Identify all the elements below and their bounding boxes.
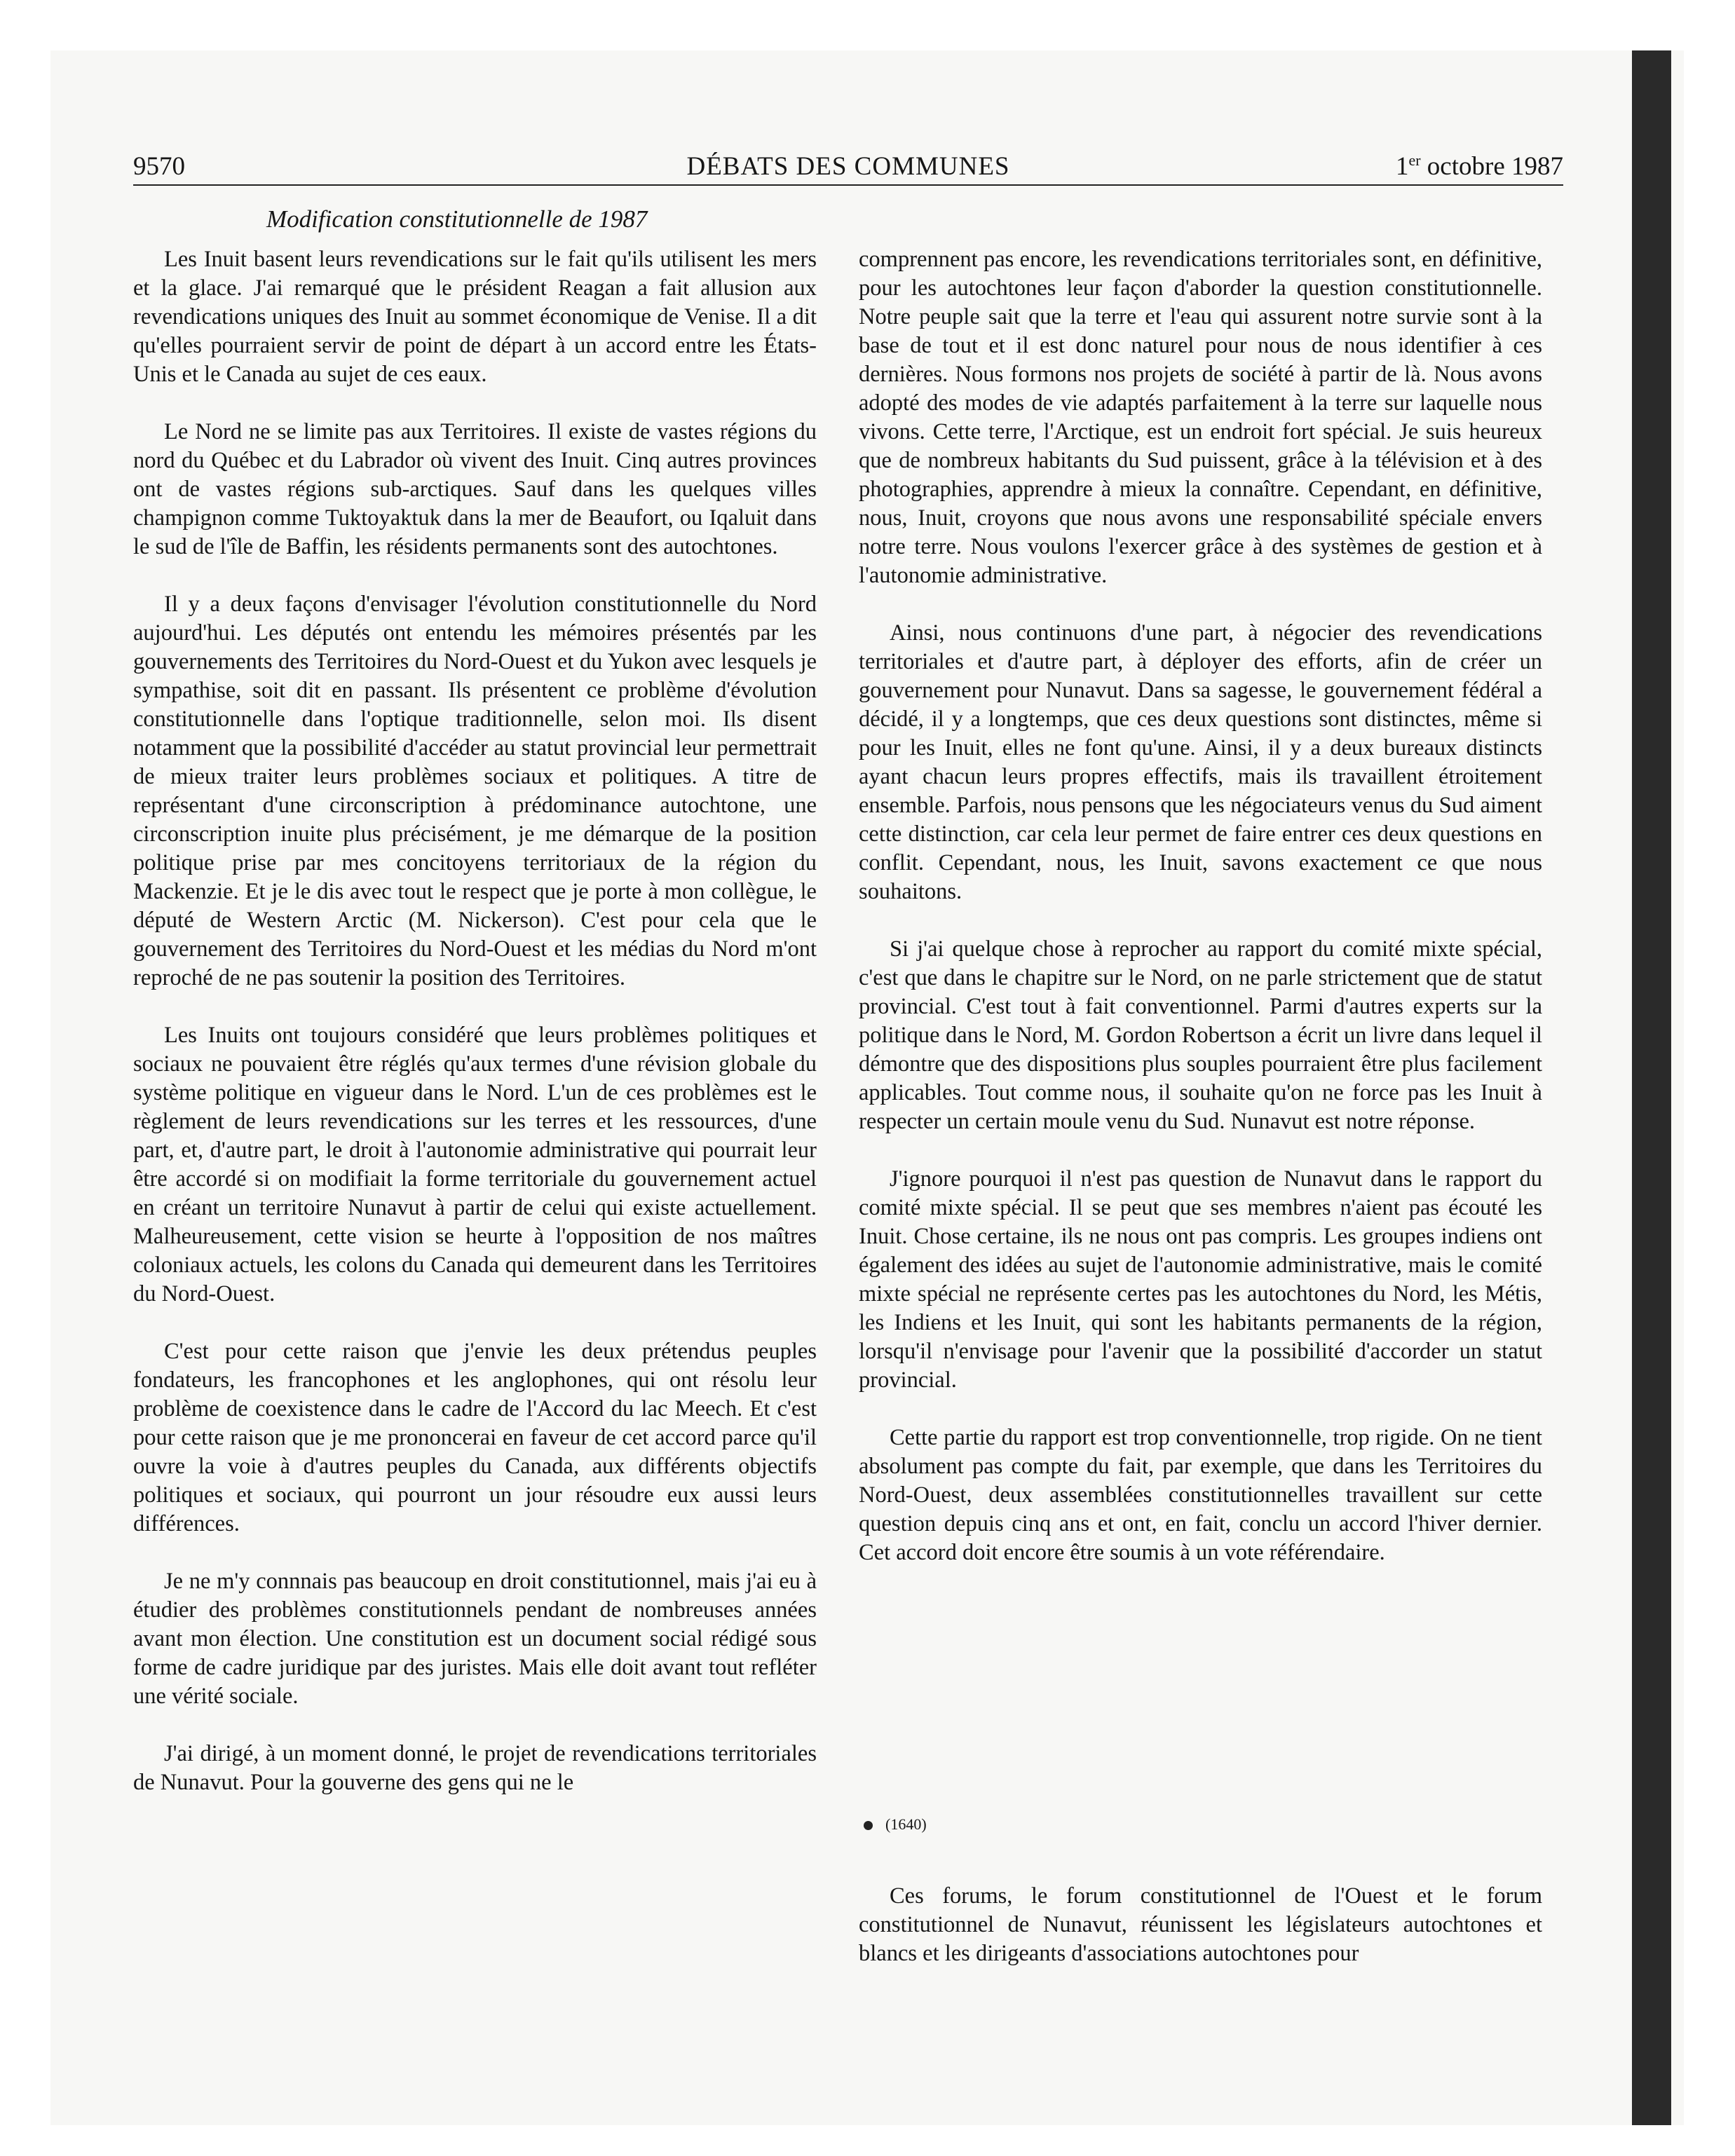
page-number: 9570 [133, 152, 185, 181]
date-superscript: er [1408, 151, 1421, 169]
paragraph: Ainsi, nous continuons d'une part, à négocier des revendications territoriales et d'autre part, à déployer des efforts, afin de créer un gouvernement pour Nunavut. Dans sa sagesse, le gouvernement fédéral a décidé, il y a longtemps, que ces deux questions sont distinctes, même si pour les Inuit, elles ne font qu'une. Ainsi, il y a deux bureaux distincts ayant chacun leurs propres effectifs, mais ils travaillent étroitement ensemble. Parfois, nous pensons que les négociateurs venus du Sud aiment cette distinction, car cela leur permet de faire entrer ces deux questions en conflit. Cependant, nous, les Inuit, savons exactement ce que nous souhaitons. [859, 620, 1542, 904]
paragraph: Les Inuit basent leurs revendications sur le fait qu'ils utilisent les mers et la glace. J'ai remarqué que le président Reagan a fait allusion aux revendications uniques des Inuit au sommet économique de Venise. Il a dit qu'elles pourraient servir de point de départ à un accord entre les États-Unis et le Canada au sujet de ces eaux. [133, 247, 817, 387]
right-column [859, 245, 1542, 1567]
left-column [133, 245, 817, 1797]
date-day: 1 [1395, 152, 1409, 181]
paragraph: Si j'ai quelque chose à reprocher au rapport du comité mixte spécial, c'est que dans le chapitre sur le Nord, on ne parle strictement que de statut provincial. C'est tout à fait conventionnel. Parmi d'autres experts sur la politique dans le Nord, M. Gordon Robertson a écrit un livre dans lequel il démontre que des dispositions plus souples pourraient être plus facilement applicables. Tout comme nous, il souhaite qu'on ne force pas les Inuit à respecter un certain moule venu du Sud. Nunavut est notre réponse. [859, 936, 1542, 1134]
paragraph: Les Inuits ont toujours considéré que leurs problèmes politiques et sociaux ne pouvaient être réglés qu'aux termes d'une révision globale du système politique en vigueur dans le Nord. L'un de ces problèmes est le règlement de leurs revendications sur les terres et les ressources, d'une part, et, d'autre part, le droit à l'autonomie administrative qui pourrait leur être accordé si on modifiait la forme territoriale du gouvernement actuel en créant un territoire Nunavut à partir de celui qui existe actuellement. Malheureusement, cette vision se heurte à l'opposition de nos maîtres coloniaux actuels, les colons du Canada qui demeurent dans les Territoires du Nord-Ouest. [133, 1023, 817, 1306]
date-rest: octobre 1987 [1420, 152, 1563, 181]
right-column-continued [859, 1882, 1542, 1968]
paragraph: comprennent pas encore, les revendications territoriales sont, en définitive, pour les autochtones leur façon d'aborder la question constitutionnelle. Notre peuple sait que la terre et l'eau qui assurent notre survie sont à la base de tout et il est donc naturel pour nous de nous identifier à ces dernières. Nous formons nos projets de société à partir de là. Nous avons adopté des modes de vie adaptés parfaitement à la terre sur laquelle nous vivons. Cette terre, l'Arctique, est un endroit fort spécial. Je suis heureux que de nombreux habitants du Sud puissent, grâce à la télévision et à des photographies, apprendre à mieux la connaître. Cependant, en définitive, nous, Inuit, croyons que nous avons une responsabilité spéciale envers notre terre. Nous voulons l'exercer grâce à des systèmes de gestion et à l'autonomie administrative. [859, 247, 1542, 588]
time-marker-text: (1640) [885, 1815, 927, 1833]
paragraph: Je ne m'y connnais pas beaucoup en droit constitutionnel, mais j'ai eu à étudier des problèmes constitutionnels pendant de nombreuses années avant mon élection. Une constitution est un document social rédigé sous forme de cadre juridique par des juristes. Mais elle doit avant tout refléter une vérité sociale. [133, 1569, 817, 1709]
paragraph: Il y a deux façons d'envisager l'évolution constitutionnelle du Nord aujourd'hui. Les députés ont entendu les mémoires présentés par les gouvernements des Territoires du Nord-Ouest et du Yukon avec lesquels je sympathise, soit dit en passant. Ils présentent ce problème d'évolution constitutionnelle dans l'optique traditionnelle, selon moi. Ils disent notamment que la possibilité d'accéder au statut provincial leur permettrait de mieux traiter leurs problèmes sociaux et politiques. A titre de représentant d'une circonscription à prédominance autochtone, une circonscription inuite plus précisément, je me démarque de la position politique prise par mes concitoyens territoriaux de la région du Mackenzie. Et je le dis avec tout le respect que je porte à mon collègue, le député de Western Arctic (M. Nickerson). C'est pour cela que le gouvernement des Territoires du Nord-Ouest et les médias du Nord m'ont reproché de ne pas soutenir la position des Territoires. [133, 592, 817, 990]
paragraph: J'ignore pourquoi il n'est pas question de Nunavut dans le rapport du comité mixte spécial. Il se peut que ses membres n'aient pas écouté les Inuit. Chose certaine, ils ne nous ont pas compris. Les groupes indiens ont également des idées au sujet de l'autonomie administrative, mais le comité mixte spécial ne représente certes pas les autochtones du Nord, les Métis, les Indiens et les Inuit, qui sont les habitants permanents de la région, lorsqu'il n'envisage pour l'avenir que la possibilité d'accorder un statut provincial. [859, 1166, 1542, 1393]
paragraph: C'est pour cette raison que j'envie les deux prétendus peuples fondateurs, les francophones et les anglophones, qui ont résolu leur problème de coexistence dans le cadre de l'Accord du lac Meech. Et c'est pour cette raison que je me prononcerai en faveur de cet accord parce qu'il ouvre la voie à d'autres peuples du Canada, aux différents objectifs politiques et sociaux, qui pourront un jour résoudre eux aussi leurs différences. [133, 1339, 817, 1536]
header-rule [133, 184, 1563, 186]
paragraph: Ces forums, le forum constitutionnel de l'Ouest et le forum constitutionnel de Nunavut, réunissent les législateurs autochtones et blancs et les dirigeants d'associations autochtones pour [859, 1883, 1542, 1966]
time-marker [864, 1814, 927, 1835]
section-subtitle: Modification constitutionnelle de 1987 [266, 205, 648, 233]
bullet-icon [864, 1821, 873, 1830]
journal-title: DÉBATS DES COMMUNES [686, 152, 1010, 181]
issue-date [1396, 149, 1563, 184]
scan-edge-bar [1632, 50, 1671, 2125]
page-header [133, 149, 1563, 184]
paragraph: J'ai dirigé, à un moment donné, le projet de revendications territoriales de Nunavut. Pour la gouverne des gens qui ne le [133, 1741, 817, 1795]
paragraph: Le Nord ne se limite pas aux Territoires. Il existe de vastes régions du nord du Québec et du Labrador où vivent des Inuit. Cinq autres provinces ont de vastes régions sub-arctiques. Sauf dans les quelques villes champignon comme Tuktoyaktuk dans la mer de Beaufort, ou Iqaluit dans le sud de l'île de Baffin, les résidents permanents sont des autochtones. [133, 419, 817, 559]
paragraph: Cette partie du rapport est trop conventionnelle, trop rigide. On ne tient absolument pas compte du fait, par exemple, que dans les Territoires du Nord-Ouest, deux assemblées constitutionnelles travaillent sur cette question depuis cinq ans et ont, en fait, conclu un accord l'hiver dernier. Cet accord doit encore être soumis à un vote référendaire. [859, 1425, 1542, 1565]
